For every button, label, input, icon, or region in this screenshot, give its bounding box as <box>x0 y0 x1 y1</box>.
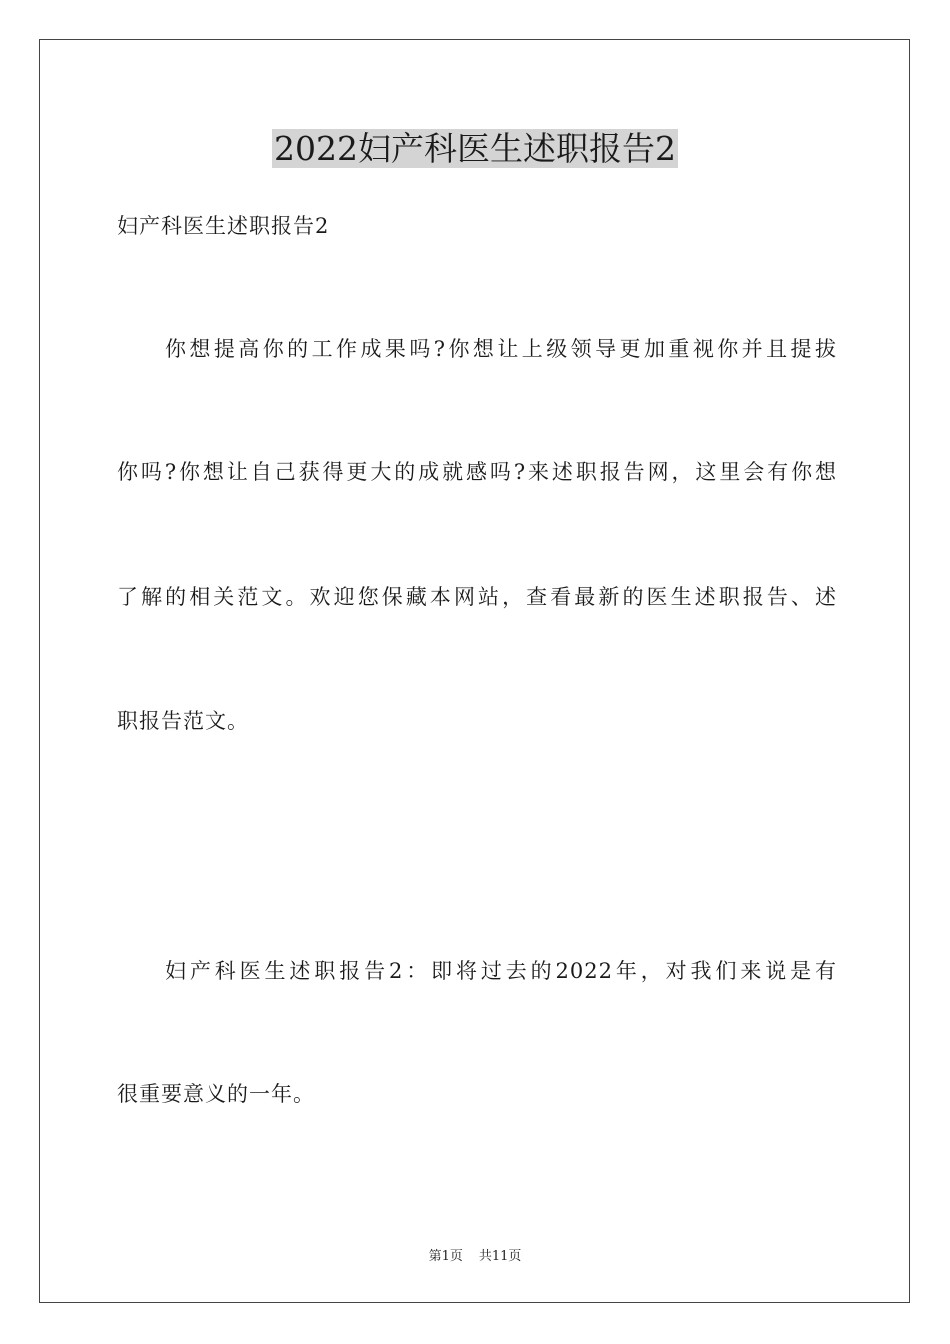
page-footer <box>0 1247 950 1267</box>
paragraph-1-line-3: 了解的相关范文。欢迎您保藏本网站，查看最新的医生述职报告、述 <box>117 585 837 609</box>
paragraph-1-line-2: 你吗?你想让自己获得更大的成就感吗?来述职报告网，这里会有你想 <box>117 460 837 484</box>
page-number: 第1页 <box>428 1249 463 1264</box>
document-title <box>0 125 950 173</box>
page-total: 共11页 <box>478 1249 522 1264</box>
paragraph-1-line-4: 职报告范文。 <box>117 709 249 733</box>
paragraph-2-line-2: 很重要意义的一年。 <box>117 1082 315 1106</box>
paragraph-2-line-1: 妇产科医生述职报告2：即将过去的2022年，对我们来说是有 <box>165 959 837 983</box>
paragraph-1-line-1: 你想提高你的工作成果吗?你想让上级领导更加重视你并且提拔 <box>165 337 837 361</box>
document-title-text: 2022妇产科医生述职报告2 <box>274 129 676 168</box>
document-subtitle: 妇产科医生述职报告2 <box>117 214 330 238</box>
